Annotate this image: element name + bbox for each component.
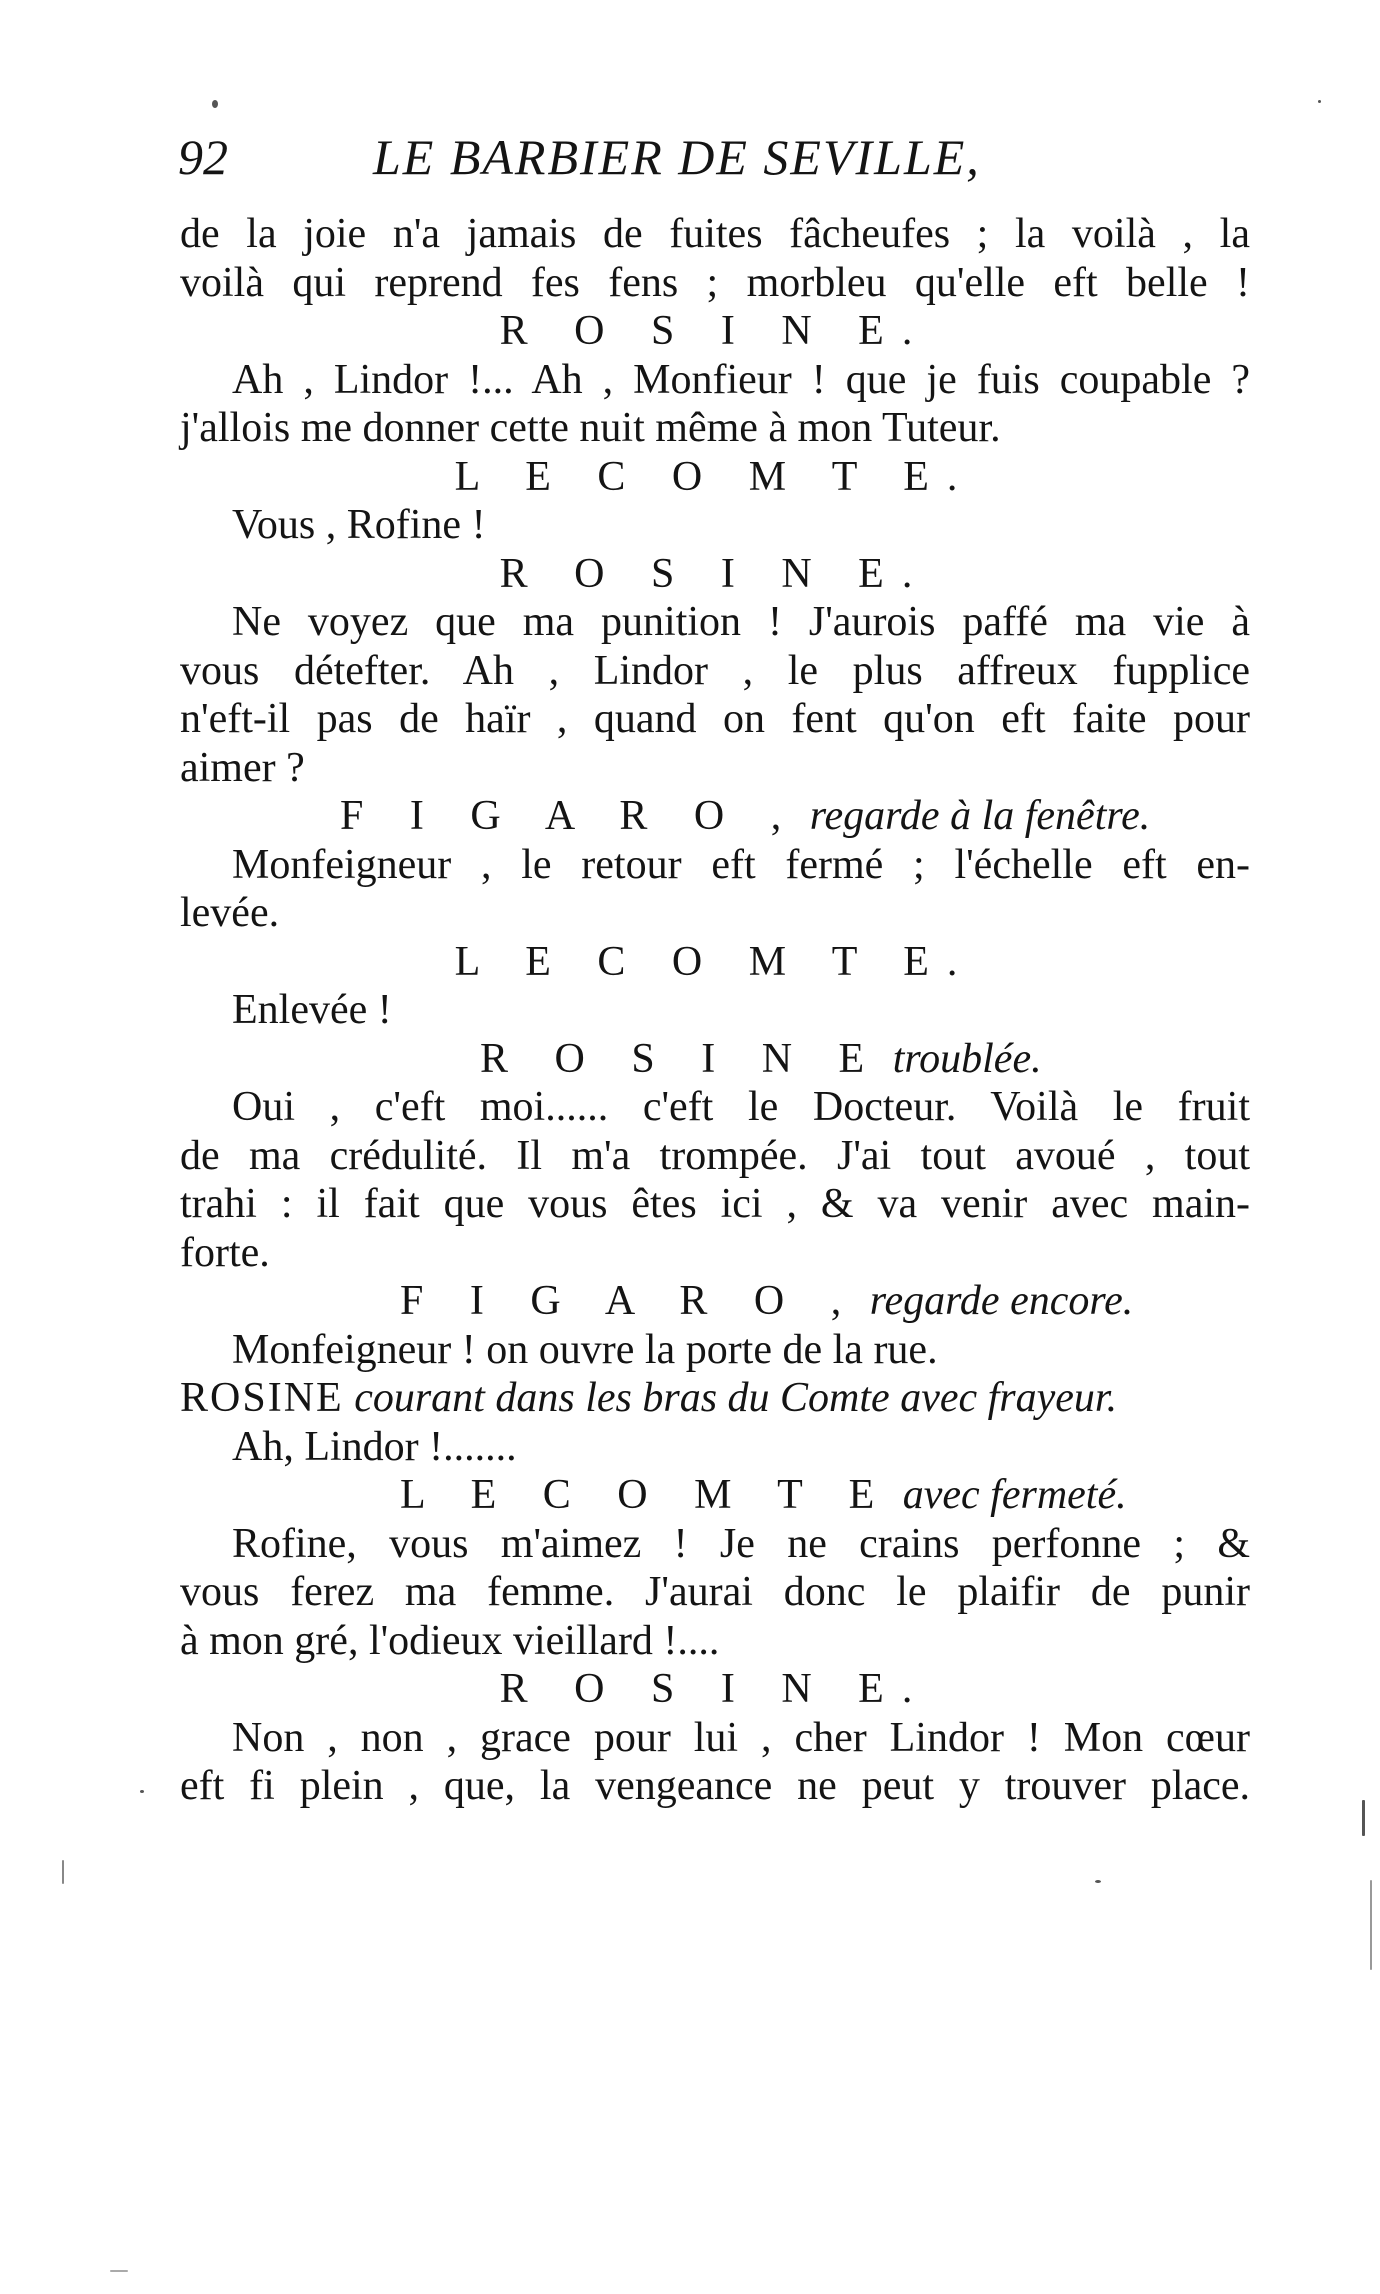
running-title: LE BARBIER DE SEVILLE, [373, 129, 981, 185]
text-line: Ah, Lindor !....... [232, 1423, 517, 1470]
text-line: Rofine, vous m'aimez ! Je ne crains perfonne ; & [232, 1520, 1250, 1567]
speaker-name: L E C O M T E [400, 1472, 893, 1518]
speaker-line [180, 1277, 1250, 1326]
text-line: levée. [180, 890, 280, 936]
stage-direction: regarde à la fenêtre. [809, 793, 1151, 839]
paper-speck [1362, 1800, 1365, 1836]
paper-speck [62, 1860, 64, 1884]
speaker-line [180, 792, 1250, 841]
speaker-name: F I G A R O , [340, 793, 800, 839]
speaker-name: R O S I N E [480, 1035, 883, 1082]
page-header [178, 128, 1258, 198]
text-line: de la joie n'a jamais de fuites fâcheufes ; la voilà , la [180, 211, 1250, 257]
speaker-name: ROSINE [180, 1375, 344, 1421]
speaker-name: R O S I N E. [499, 308, 931, 354]
text-line: Enlevée ! [232, 987, 392, 1033]
text-line: de ma crédulité. Il m'a trompée. J'ai tout avoué , tout [180, 1132, 1250, 1179]
text-line: à mon gré, l'odieux vieillard !.... [180, 1617, 720, 1664]
page-number: 92 [178, 129, 228, 185]
text-line: j'allois me donner cette nuit même à mon Tuteur. [180, 405, 1001, 451]
text-line: forte. [180, 1229, 270, 1276]
speaker-line [180, 1035, 1250, 1084]
text-line: Monfeigneur , le retour eft fermé ; l'échelle eft en- [232, 841, 1250, 888]
paper-speck [1370, 1880, 1372, 1970]
speaker-line [180, 1471, 1250, 1520]
text-line: eft fi plein , que, la vengeance ne peut y trouver place. [180, 1763, 1250, 1809]
speaker-name: R O S I N E. [499, 1666, 931, 1712]
text-line: Oui , c'eft moi...... c'eft le Docteur. Voilà le fruit [232, 1084, 1250, 1130]
paper-speck [212, 100, 218, 108]
speaker-name: R O S I N E. [499, 550, 931, 597]
play-text [180, 210, 1250, 1811]
text-line: Monfeigneur ! on ouvre la porte de la rue. [232, 1326, 938, 1373]
speaker-name: L E C O M T E. [454, 938, 976, 985]
stage-direction: courant dans les bras du Comte avec frayeur. [354, 1375, 1118, 1421]
text-line: Ne voyez que ma punition ! J'aurois paffé ma vie à [232, 599, 1250, 645]
text-line: trahi : il fait que vous êtes ici , & va venir avec main- [180, 1181, 1250, 1227]
text-line: aimer ? [180, 744, 305, 791]
paper-speck [140, 1790, 144, 1793]
text-line: Ah , Lindor !... Ah , Monfieur ! que je fuis coupable ? [232, 356, 1250, 403]
text-line: vous détefter. Ah , Lindor , le plus affreux fupplice [180, 647, 1250, 694]
text-line: vous ferez ma femme. J'aurai donc le plaifir de punir [180, 1569, 1250, 1615]
text-line: n'eft-il pas de haïr , quand on fent qu'on eft faite pour [180, 696, 1250, 742]
text-line: Vous , Rofine ! [232, 502, 486, 548]
paper-speck [1095, 1880, 1101, 1883]
speaker-name: F I G A R O , [400, 1278, 860, 1324]
paper-speck [1318, 100, 1321, 103]
speaker-name: L E C O M T E. [454, 453, 976, 500]
stage-direction: troublée. [892, 1035, 1042, 1082]
text-line: voilà qui reprend fes fens ; morbleu qu'elle eft belle ! [180, 259, 1250, 306]
stage-direction: avec fermeté. [902, 1472, 1127, 1518]
text-line: Non , non , grace pour lui , cher Lindor ! Mon cœur [232, 1714, 1250, 1761]
stage-direction: regarde encore. [869, 1278, 1134, 1324]
speaker-line [180, 1374, 1250, 1423]
paper-speck [110, 2270, 128, 2272]
